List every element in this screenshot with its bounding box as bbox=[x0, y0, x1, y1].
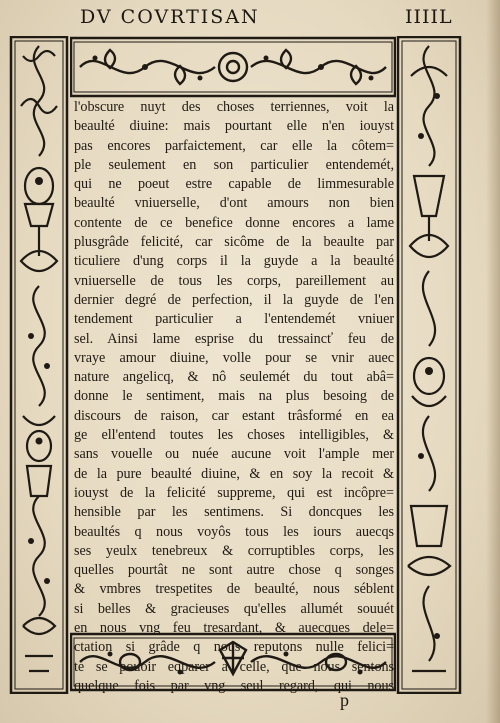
running-title: DV COVRTISAN bbox=[80, 6, 260, 28]
text-line: ctation si grâde q nous reputons nulle felici= bbox=[74, 639, 394, 656]
text-line: hensible par les sentimens. Si doncques les bbox=[74, 504, 394, 521]
body-text bbox=[70, 96, 396, 694]
text-line: ticuliere d'ung corps il la guyde a la beaulté bbox=[74, 253, 394, 270]
text-line: en nous vng feu tresardant, & auecques dele= bbox=[74, 620, 394, 637]
text-line: dernier degré de perfection, il la guyde de l'en bbox=[74, 291, 394, 308]
text-line: beaulté vniuerselle, d'ont amours non bien bbox=[74, 195, 394, 212]
signature-mark: p bbox=[340, 690, 349, 710]
page-gutter-shadow bbox=[486, 0, 500, 723]
text-line: contente de ce benefice donne encores a lame bbox=[74, 214, 394, 231]
text-line: qui ne poeut estre capable de limmesurable bbox=[74, 176, 394, 193]
folio-number: IIIIL bbox=[405, 6, 453, 28]
text-line: discours de raison, car estant trâsformé en ea bbox=[74, 407, 394, 424]
text-line: ple seulement en son particulier entendemét, bbox=[74, 156, 394, 173]
woodcut-border-top bbox=[70, 36, 396, 98]
text-line: de la pure beaulté diuine, & en soy la recoit & bbox=[74, 465, 394, 482]
text-line: ge ell'entend toutes les choses intelligibles, & bbox=[74, 427, 394, 444]
woodcut-border-right bbox=[396, 36, 462, 694]
text-line: vraye amour diuine, volle pour se vnir auec bbox=[74, 349, 394, 366]
text-line: nature angelicq, & nô seulemét du tout abâ= bbox=[74, 369, 394, 386]
text-line: beaultés q nous voyôs tous les iours auecqs bbox=[74, 523, 394, 540]
text-line: donne le sentiment, mais na plus besoing de bbox=[74, 388, 394, 405]
woodcut-border-left bbox=[9, 36, 69, 694]
text-line: plusgrâde felicité, car sicôme de la beaulte par bbox=[74, 234, 394, 251]
text-line: pas encores parfaictement, car elle la côtem= bbox=[74, 137, 394, 154]
text-line: iouyst de la felicité suppreme, qui est incôpre= bbox=[74, 484, 394, 501]
text-line: quelque fois par vng seul regard, qui nous bbox=[74, 677, 394, 694]
text-line: beaulté diuine: mais pourtant elle n'en iouyst bbox=[74, 118, 394, 135]
text-line: quelles pourtât ne sont autre chose q songes bbox=[74, 562, 394, 579]
text-line: sel. Ainsi lame esprise du tressaincť feu de bbox=[74, 330, 394, 347]
text-line: si belles & gracieuses qu'elles allumét souuét bbox=[74, 600, 394, 617]
text-line: vniuerselle de tous les corps, pareillement au bbox=[74, 272, 394, 289]
text-line: tendement particulier a l'entendemét vniuer bbox=[74, 311, 394, 328]
text-line: & vmbres trespetites de beaulté, nous séblent bbox=[74, 581, 394, 598]
text-line: ses yeulx tenebreux & corruptibles corps, les bbox=[74, 542, 394, 559]
text-line: l'obscure nuyt des choses terriennes, voit la bbox=[74, 99, 394, 115]
text-line: sans vouelle ou nuée aucune voit l'ample mer bbox=[74, 446, 394, 463]
text-line: te se pouoir eqparer a celle, que nous sentons bbox=[74, 658, 394, 675]
